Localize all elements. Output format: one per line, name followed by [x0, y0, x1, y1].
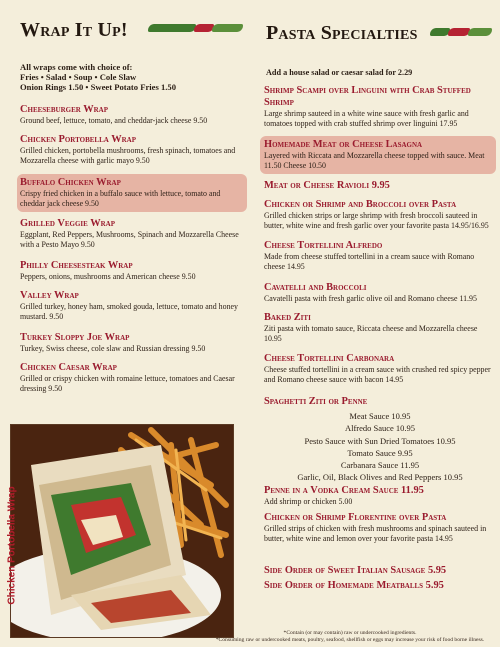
menu-item: Side Order of Homemade Meatballs 5.95 — [264, 580, 444, 591]
sauce-option: Carbanara Sauce 11.95 — [340, 460, 420, 471]
menu-item: Buffalo Chicken Wrap Crispy fried chicken in a buffalo sauce with lettuce, tomato and cheddar jack cheese 9.50 — [20, 177, 221, 208]
menu-item: Side Order of Sweet Italian Sausage 5.95 — [264, 565, 447, 576]
sauce-option: Meat Sauce 10.95 — [349, 411, 411, 421]
vine-decoration — [430, 28, 492, 36]
wrap-photo-illustration — [11, 425, 233, 637]
footer-disclaimer: *Contain (or may contain) raw or undercooked ingredients. *Consuming raw or undercooked meats, poultry, seafood, shellfish or eggs may increase your risk of food borne illness. — [215, 630, 485, 643]
menu-item: Chicken or Shrimp Florentine over Pasta Grilled strips of chicken with fresh mushrooms and spinach sauteed in butter, white wine and lemon over your favorite pasta 14.95 — [264, 512, 487, 543]
menu-item: Baked Ziti Ziti pasta with tomato sauce, Riccata cheese and Mozzarella cheese 10.95 — [264, 312, 478, 343]
menu-item: Penne in a Vodka Cream Sauce 11.95 Add shrimp or chicken 5.00 — [264, 485, 424, 506]
menu-item: Spaghetti Ziti or Penne — [264, 396, 368, 407]
menu-item: Cheese Tortellini Carbonara Cheese stuffed tortellini in a cream sauce with crushed red spicy pepper and Romano cheese sauce with bacon 14.95 — [264, 353, 491, 384]
menu-item: Cheese Tortellini Alfredo Made from cheese stuffed tortellini in a cream sauce with Romano cheese 14.95 — [264, 240, 475, 271]
pasta-note: Add a house salad or caesar salad for 2.29 — [266, 68, 413, 77]
sauce-option: Alfredo Sauce 10.95 — [344, 423, 416, 434]
menu-item: Philly Cheesesteak Wrap Peppers, onions, mushrooms and American cheese 9.50 — [20, 260, 196, 281]
menu-item: Grilled Veggie Wrap Eggplant, Red Peppers, Mushrooms, Spinach and Mozzarella Cheese with a Pesto Mayo 9.50 — [20, 218, 239, 249]
menu-item: Chicken Caesar Wrap Grilled or crispy chicken with romaine lettuce, tomatoes and Caesar dressing 9.50 — [20, 362, 235, 393]
vine-decoration — [148, 24, 243, 32]
menu-item: Chicken Portobella Wrap Grilled chicken, portobella mushrooms, fresh spinach, tomatoes and Mozzarella cheese with garlic mayo 9.50 — [20, 134, 236, 165]
menu-item: Cavatelli and Broccoli Cavatelli pasta with fresh garlic olive oil and Romano cheese 11.95 — [264, 282, 477, 303]
menu-item: Turkey Sloppy Joe Wrap Turkey, Swiss cheese, cole slaw and Russian dressing 9.50 — [20, 332, 206, 353]
pasta-title: Pasta Specialties — [266, 22, 418, 44]
sauce-list — [264, 410, 496, 484]
photo-caption: Chicken Portobella Wrap — [6, 486, 18, 605]
menu-item: Shrimp Scampi over Linguini with Crab Stuffed Shrimp Large shrimp sauteed in a white wine sauce with fresh garlic and tomatoes topped with crab stuffed shrimp over linguini 17.95 — [264, 85, 471, 128]
menu-item: Chicken or Shrimp and Broccoli over Pasta Grilled chicken strips or large shrimp with fresh broccoli sauteed in butter, white wine and fresh garlic over your favorite pasta 14.95/16.95 — [264, 199, 489, 230]
menu-item: Valley Wrap Grilled turkey, honey ham, smoked gouda, lettuce, tomato and honey mustard. 9.50 — [20, 290, 238, 321]
wrap-photo — [10, 424, 234, 638]
menu-item: Cheeseburger Wrap Ground beef, lettuce, tomato, and cheddar-jack cheese 9.50 — [20, 104, 208, 125]
menu-item: Homemade Meat or Cheese Lasagna Layered with Riccata and Mozzarella cheese topped with sauce. Meat 11.50 Cheese 10.50 — [264, 139, 485, 170]
sauce-option: Pesto Sauce with Sun Dried Tomatoes 10.95 — [304, 435, 456, 446]
sauce-option: Garlic, Oil, Black Olives and Red Peppers 10.95 — [297, 472, 463, 483]
menu-item: Meat or Cheese Ravioli 9.95 — [264, 180, 390, 191]
sauce-option: Tomato Sauce 9.95 — [347, 447, 413, 458]
wraps-note: All wraps come with choice of: Fries • Salad • Soup • Cole Slaw Onion Rings 1.50 • Sweet Potato Fries 1.50 — [20, 62, 177, 92]
wraps-title: Wrap It Up! — [20, 19, 128, 41]
